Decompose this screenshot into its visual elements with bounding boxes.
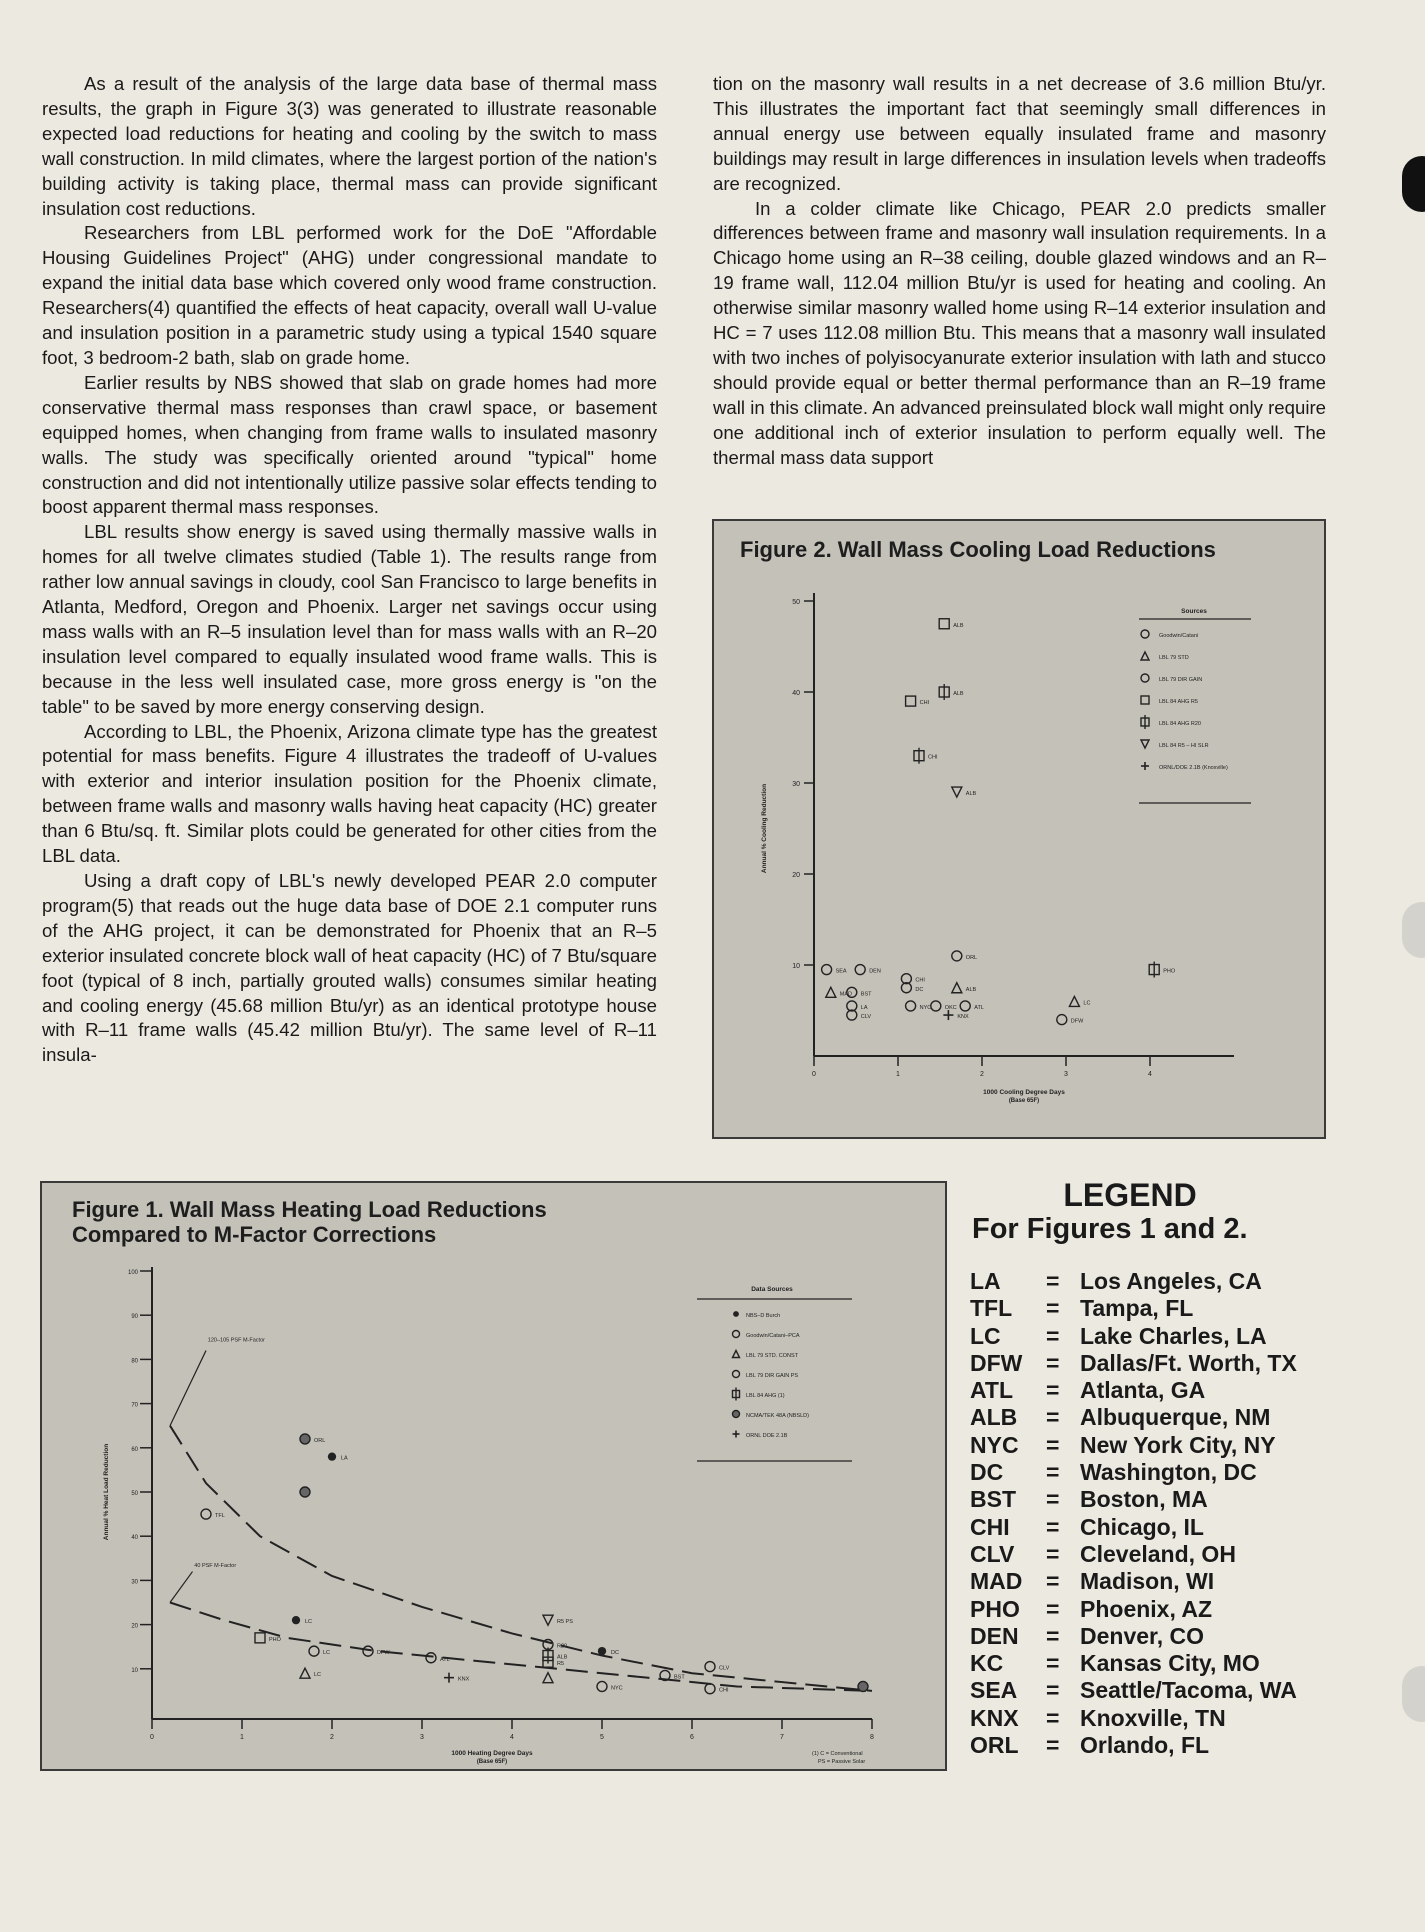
legend-equals: = — [1046, 1704, 1060, 1731]
x-tick-label: 5 — [600, 1734, 604, 1741]
x-axis-sublabel: (Base 65F) — [1008, 1098, 1040, 1104]
figure-1-heating-chart — [40, 1181, 947, 1771]
legend-label: LBL 84 AHG R20 — [1159, 721, 1201, 727]
legend-city-name: Kansas City, MO — [1080, 1650, 1260, 1677]
legend-city-name: Madison, WI — [1080, 1568, 1215, 1595]
point-label: TFL — [215, 1513, 225, 1520]
data-point-square — [939, 619, 949, 629]
legend-label: ORNL DOE 2.1B — [746, 1433, 788, 1439]
legend-equals: = — [1046, 1486, 1060, 1513]
y-tick-label: 40 — [792, 690, 800, 697]
legend-equals: = — [1046, 1295, 1060, 1322]
y-tick-label: 50 — [792, 599, 800, 606]
figure-1-plot — [42, 1183, 945, 1769]
point-label: KNX — [957, 1014, 969, 1021]
point-label: LC — [305, 1619, 313, 1626]
data-point-circle — [309, 1646, 319, 1656]
data-point-circle — [1057, 1015, 1067, 1025]
figure-1-title-line2: Compared to M-Factor Corrections — [72, 1222, 437, 1247]
curve-label: 40 PSF M-Factor — [194, 1563, 237, 1570]
point-label: LA — [860, 1004, 868, 1011]
data-point-hatched — [858, 1681, 868, 1691]
legend-code: ALB — [970, 1404, 1018, 1431]
legend-code: PHO — [970, 1595, 1020, 1622]
data-point-square — [1141, 696, 1149, 704]
footnote: PS = Passive Solar — [818, 1759, 866, 1765]
data-point-hatched — [300, 1434, 310, 1444]
m-factor-curve — [170, 1426, 872, 1691]
legend-entry — [970, 1459, 1350, 1486]
point-label: CHI — [915, 977, 925, 984]
legend-equals: = — [1046, 1650, 1060, 1677]
data-point-circle — [733, 1331, 740, 1338]
x-axis-label: 1000 Heating Degree Days — [451, 1750, 533, 1757]
point-label: LA — [341, 1455, 348, 1462]
data-point-hatched — [733, 1411, 740, 1418]
legend-title: Sources — [1181, 608, 1207, 615]
curve-label: 120–105 PSF M-Factor — [207, 1337, 265, 1344]
binder-hole-mark — [1402, 1666, 1425, 1722]
data-point-circle — [705, 1684, 715, 1694]
legend-entry — [970, 1650, 1350, 1677]
figure-2-plot — [714, 521, 1324, 1137]
point-label: LC — [314, 1672, 322, 1679]
legend-city-name: Los Angeles, CA — [1080, 1268, 1262, 1294]
x-tick-label: 1 — [896, 1071, 900, 1078]
legend-entry — [970, 1377, 1350, 1404]
x-tick-label: 7 — [780, 1734, 784, 1741]
y-tick-label: 10 — [792, 963, 800, 970]
data-point-circle — [426, 1653, 436, 1663]
legend-entry — [970, 1568, 1350, 1595]
legend-entry — [970, 1268, 1350, 1295]
point-label: R5 PS — [557, 1619, 573, 1626]
legend-equals: = — [1046, 1732, 1060, 1759]
legend-city-name: Tampa, FL — [1080, 1295, 1194, 1322]
paragraph: Researchers from LBL performed work for the DoE "Affordable Housing Guidelines Project" (AHG) under congressional mandate to expand the initial data base which covered only wood frame construction. Researchers(4) quantified the effects of heat capacity, overall wall U-value and insulation position in a parametric study using a typical 1540 square foot, 3 bedroom-2 bath, slab on grade home. — [42, 222, 657, 368]
legend-equals: = — [1046, 1459, 1060, 1486]
point-label: NYC — [611, 1685, 623, 1692]
point-label: BST — [860, 991, 872, 998]
legend-entry — [970, 1732, 1350, 1759]
paragraph: According to LBL, the Phoenix, Arizona climate type has the greatest potential for mass benefits. Figure 4 illustrates the tradeoff of U-values with exterior and interior insulation position for the Phoenix climate, between frame walls and masonry walls having heat capacity (HC) greater than 6 Btu/sq. ft. Similar plots could be generated for other cities from the LBL data. — [42, 720, 657, 867]
data-point-triangle — [826, 987, 836, 997]
data-point-circle — [201, 1509, 211, 1519]
y-tick-label: 40 — [131, 1535, 138, 1542]
paragraph: Using a draft copy of LBL's newly developed PEAR 2.0 computer program(5) that reads out the huge data base of DOE 2.1 computer runs of the AHG project, it can be demonstrated for Phoenix that an R–5 exterior insulated concrete block wall of heat capacity (HC) of 7 Btu/square foot (typical of 8 inch, partially grouted walls) consumes similar heating and cooling energy (45.68 million Btu/yr) as an identical prototype house with R–11 frame walls (45.42 million Btu/yr). The same level of R–11 insula- — [42, 870, 657, 1066]
point-label: ATL — [974, 1004, 984, 1011]
data-point-triangle — [952, 983, 962, 993]
m-factor-curve — [170, 1603, 872, 1691]
data-point-square — [906, 696, 916, 706]
point-label: OKC — [944, 1004, 957, 1011]
legend-label: Goodwin/Catani–PCA — [746, 1333, 800, 1339]
legend-equals: = — [1046, 1404, 1060, 1431]
point-label: R5 — [557, 1661, 565, 1668]
legend-entry — [970, 1486, 1350, 1513]
legend-label: LBL 79 STD. CONST — [746, 1353, 799, 1359]
legend-label: ORNL/DOE 2.1B (Knoxville) — [1159, 765, 1228, 771]
right-text-column — [713, 72, 1326, 471]
data-point-hatched — [300, 1487, 310, 1497]
legend-subtitle: For Figures 1 and 2. — [972, 1213, 1248, 1245]
legend-code: MAD — [970, 1568, 1023, 1595]
legend-code: LC — [970, 1322, 1001, 1349]
legend-code: KC — [970, 1650, 1004, 1677]
x-tick-label: 3 — [420, 1734, 424, 1741]
point-label: R20 — [557, 1643, 568, 1650]
legend-equals: = — [1046, 1677, 1060, 1704]
legend-city-name: Cleveland, OH — [1080, 1540, 1236, 1567]
legend-label: LBL 84 R5 – HI SLR — [1159, 743, 1209, 749]
x-tick-label: 1 — [240, 1734, 244, 1741]
legend-entry — [970, 1677, 1350, 1704]
legend-label: LBL 84 AHG R5 — [1159, 699, 1198, 705]
legend-city-name: Orlando, FL — [1080, 1732, 1210, 1759]
point-label: CHI — [719, 1687, 729, 1694]
legend-city-name: Seattle/Tacoma, WA — [1080, 1677, 1297, 1704]
legend-entry — [970, 1432, 1350, 1459]
legend-city-name: Dallas/Ft. Worth, TX — [1080, 1349, 1297, 1376]
legend-title: LEGEND — [1063, 1177, 1197, 1213]
point-label: ALB — [965, 986, 977, 993]
legend-code: LA — [970, 1268, 1001, 1294]
legend-entry — [970, 1323, 1350, 1350]
point-label: CLV — [860, 1014, 872, 1021]
data-point-circle — [733, 1371, 740, 1378]
legend-equals: = — [1046, 1622, 1060, 1649]
y-axis-label: Annual % Cooling Reduction — [761, 783, 768, 874]
legend-equals: = — [1046, 1349, 1060, 1376]
data-point-circle — [952, 951, 962, 961]
legend-entry — [970, 1623, 1350, 1650]
point-label: KNX — [458, 1676, 470, 1683]
data-point-triangle — [1069, 996, 1079, 1006]
legend-city-name: New York City, NY — [1080, 1431, 1276, 1458]
legend-code: DEN — [970, 1622, 1019, 1649]
point-label: CHI — [919, 700, 930, 707]
x-tick-label: 4 — [1148, 1071, 1152, 1078]
legend-code: KNX — [970, 1704, 1019, 1731]
legend-code: ATL — [970, 1377, 1014, 1404]
data-point-circle — [906, 1001, 916, 1011]
data-point-circle — [822, 965, 832, 975]
point-label: ALB — [557, 1654, 568, 1661]
legend-entry — [970, 1514, 1350, 1541]
binder-hole-mark — [1402, 902, 1425, 958]
y-tick-label: 10 — [131, 1667, 138, 1674]
data-point-triangle-down — [543, 1615, 553, 1625]
data-point-circle — [960, 1001, 970, 1011]
legend-entry — [970, 1350, 1350, 1377]
legend-code: NYC — [970, 1431, 1019, 1458]
legend-equals: = — [1046, 1322, 1060, 1349]
data-point-circle — [705, 1662, 715, 1672]
binder-hole-mark — [1402, 156, 1425, 212]
city-legend — [970, 1178, 1350, 1759]
figure-2-cooling-chart — [712, 519, 1326, 1139]
x-tick-label: 8 — [870, 1734, 874, 1741]
point-label: ALB — [953, 622, 964, 629]
x-axis-sublabel: (Base 65F) — [476, 1759, 508, 1765]
point-label: PHO — [269, 1636, 281, 1643]
legend-code: BST — [970, 1486, 1016, 1513]
legend-city-name: Washington, DC — [1080, 1459, 1257, 1486]
point-label: MAD — [839, 991, 853, 998]
paragraph: As a result of the analysis of the large data base of thermal mass results, the graph in Figure 3(3) was generated to illustrate reasonable expected load reductions for heating and cooling by the switch to mass wall construction. In mild climates, where the largest portion of the nation's building activity is taking place, thermal mass can provide significant insulation cost reductions. — [42, 73, 657, 219]
y-tick-label: 30 — [792, 781, 800, 788]
point-label: DC — [611, 1650, 619, 1657]
point-label: DFW — [1070, 1018, 1084, 1025]
data-point-triangle — [543, 1673, 553, 1683]
y-tick-label: 50 — [131, 1491, 138, 1497]
x-tick-label: 4 — [510, 1734, 514, 1741]
y-tick-label: 70 — [131, 1402, 138, 1409]
legend-entry — [970, 1705, 1350, 1732]
point-label: PHO — [1163, 968, 1176, 975]
data-point-dot — [292, 1616, 300, 1624]
curve-leader — [170, 1572, 193, 1603]
point-label: BST — [674, 1674, 685, 1681]
data-point-circle — [1141, 630, 1149, 638]
legend-equals: = — [1046, 1431, 1060, 1458]
point-label: ORL — [965, 954, 978, 961]
x-tick-label: 0 — [812, 1071, 816, 1078]
figure-1-title-line1: Figure 1. Wall Mass Heating Load Reductions — [72, 1197, 547, 1222]
legend-code: CLV — [970, 1540, 1015, 1567]
paragraph: In a colder climate like Chicago, PEAR 2.0 predicts smaller differences between frame and masonry wall insulation requirements. In a Chicago home using an R–38 ceiling, double glazed windows and an R–19 frame wall, 112.04 million Btu/yr is used for heating and cooling. An otherwise similar masonry walled home using R–14 exterior insulation and HC = 7 uses 112.08 million Btu. This means that a masonry wall insulated with two inches of polyisocyanurate exterior insulation with lath and stucco should provide equal or better thermal performance than an R–19 frame wall in this climate. An advanced preinsulated block wall might only require one additional inch of exterior insulation to perform equally well. The thermal mass data support — [713, 197, 1326, 468]
legend-title: Data Sources — [751, 1286, 793, 1293]
legend-city-name: Chicago, IL — [1080, 1513, 1204, 1540]
point-label: SEA — [835, 968, 847, 975]
curve-leader — [170, 1351, 206, 1426]
point-label: CLV — [719, 1665, 730, 1672]
legend-city-name: Knoxville, TN — [1080, 1704, 1226, 1731]
legend-label: LBL 79 DIR GAIN — [1159, 677, 1203, 683]
legend-equals: = — [1046, 1513, 1060, 1540]
data-point-circle — [931, 1001, 941, 1011]
paragraph: tion on the masonry wall results in a net decrease of 3.6 million Btu/yr. This illustrates the important fact that seemingly small differences in annual energy use between equally insulated frame and masonry buildings may result in large differences in insulation levels when tradeoffs are recognized. — [713, 73, 1326, 194]
legend-city-name: Boston, MA — [1080, 1486, 1208, 1513]
footnote: (1) C = Conventional — [812, 1751, 863, 1757]
point-label: ATL — [440, 1656, 450, 1663]
legend-equals: = — [1046, 1540, 1060, 1567]
legend-code: CHI — [970, 1513, 1010, 1540]
x-tick-label: 2 — [330, 1734, 334, 1741]
point-label: ALB — [953, 691, 964, 697]
y-tick-label: 90 — [131, 1314, 138, 1321]
legend-code: ORL — [970, 1732, 1019, 1759]
legend-city-name: Lake Charles, LA — [1080, 1322, 1267, 1349]
legend-label: Goodwin/Catani — [1159, 633, 1199, 639]
x-tick-label: 0 — [150, 1734, 154, 1741]
legend-entry — [970, 1295, 1350, 1322]
data-point-triangle-down — [952, 787, 962, 797]
data-point-circle — [1141, 674, 1149, 682]
data-point-triangle — [300, 1668, 310, 1678]
legend-equals: = — [1046, 1595, 1060, 1622]
data-point-triangle-down — [1141, 740, 1149, 748]
x-tick-label: 6 — [690, 1734, 694, 1741]
data-point-triangle — [1141, 652, 1149, 660]
paragraph: LBL results show energy is saved using thermally massive walls in homes for all twelve climates studied (Table 1). The results range from rather low annual savings in cloudy, cool San Francisco to large benefits in Atlanta, Medford, Oregon and Phoenix. Larger net savings occur using mass walls with an R–5 insulation level than for mass walls with an R–20 insulation level compared to equally insulated wood frame walls. This is because in the less well insulated case, more gross energy is "on the table" to be saved by more energy conserving design. — [42, 521, 657, 717]
data-point-circle — [855, 965, 865, 975]
figure-2-title: Figure 2. Wall Mass Cooling Load Reductions — [740, 537, 1216, 562]
legend-code: SEA — [970, 1677, 1018, 1704]
y-tick-label: 60 — [131, 1446, 138, 1453]
legend-entry — [970, 1596, 1350, 1623]
legend-city-name: Atlanta, GA — [1080, 1377, 1206, 1404]
x-tick-label: 3 — [1064, 1071, 1068, 1078]
legend-list — [970, 1268, 1350, 1759]
legend-equals: = — [1046, 1268, 1060, 1294]
legend-city-name: Phoenix, AZ — [1080, 1595, 1213, 1622]
legend-label: NBS–D Burch — [746, 1313, 781, 1319]
legend-equals: = — [1046, 1377, 1060, 1404]
legend-label: NCMA/TEK 48A (NBSLD) — [746, 1413, 809, 1419]
data-point-triangle — [733, 1351, 740, 1358]
y-tick-label: 100 — [127, 1270, 138, 1276]
point-label: LC — [323, 1650, 331, 1657]
legend-label: LBL 79 DIR GAIN PS — [746, 1373, 799, 1379]
data-point-dot — [733, 1311, 739, 1317]
y-tick-label: 20 — [131, 1623, 138, 1630]
x-axis-label: 1000 Cooling Degree Days — [983, 1089, 1065, 1096]
point-label: ORL — [314, 1437, 326, 1444]
legend-city-name: Denver, CO — [1080, 1622, 1204, 1649]
legend-entry — [970, 1404, 1350, 1431]
y-axis-label: Annual % Heat Load Reduction — [103, 1443, 110, 1541]
legend-label: LBL 79 STD — [1159, 655, 1189, 661]
paragraph: Earlier results by NBS showed that slab on grade homes had more conservative thermal mass responses than crawl space, or basement equipped homes, when changing from frame walls to insulated masonry walls. The study was specifically oriented around "typical" home construction and did not intentionally utilize passive solar effects tending to boost apparent thermal mass responses. — [42, 371, 657, 518]
legend-equals: = — [1046, 1568, 1060, 1595]
point-label: DFW — [377, 1650, 390, 1657]
point-label: DC — [915, 986, 924, 993]
point-label: LC — [1083, 1000, 1091, 1007]
x-tick-label: 2 — [980, 1071, 984, 1078]
legend-city-name: Albuquerque, NM — [1080, 1404, 1271, 1431]
data-point-square — [255, 1633, 265, 1643]
y-tick-label: 20 — [792, 872, 800, 879]
point-label: DEN — [869, 968, 881, 975]
data-point-circle — [597, 1681, 607, 1691]
legend-label: LBL 84 AHG (1) — [746, 1393, 785, 1399]
legend-code: DC — [970, 1459, 1004, 1486]
data-point-dot — [598, 1647, 606, 1655]
left-text-column — [42, 72, 657, 1068]
legend-code: DFW — [970, 1349, 1023, 1376]
legend-entry — [970, 1541, 1350, 1568]
point-label: NYC — [919, 1004, 932, 1011]
y-tick-label: 30 — [131, 1579, 138, 1586]
legend-code: TFL — [970, 1295, 1013, 1322]
point-label: ALB — [965, 791, 977, 798]
data-point-dot — [328, 1452, 336, 1460]
y-tick-label: 80 — [131, 1358, 138, 1365]
point-label: CHI — [928, 754, 938, 761]
